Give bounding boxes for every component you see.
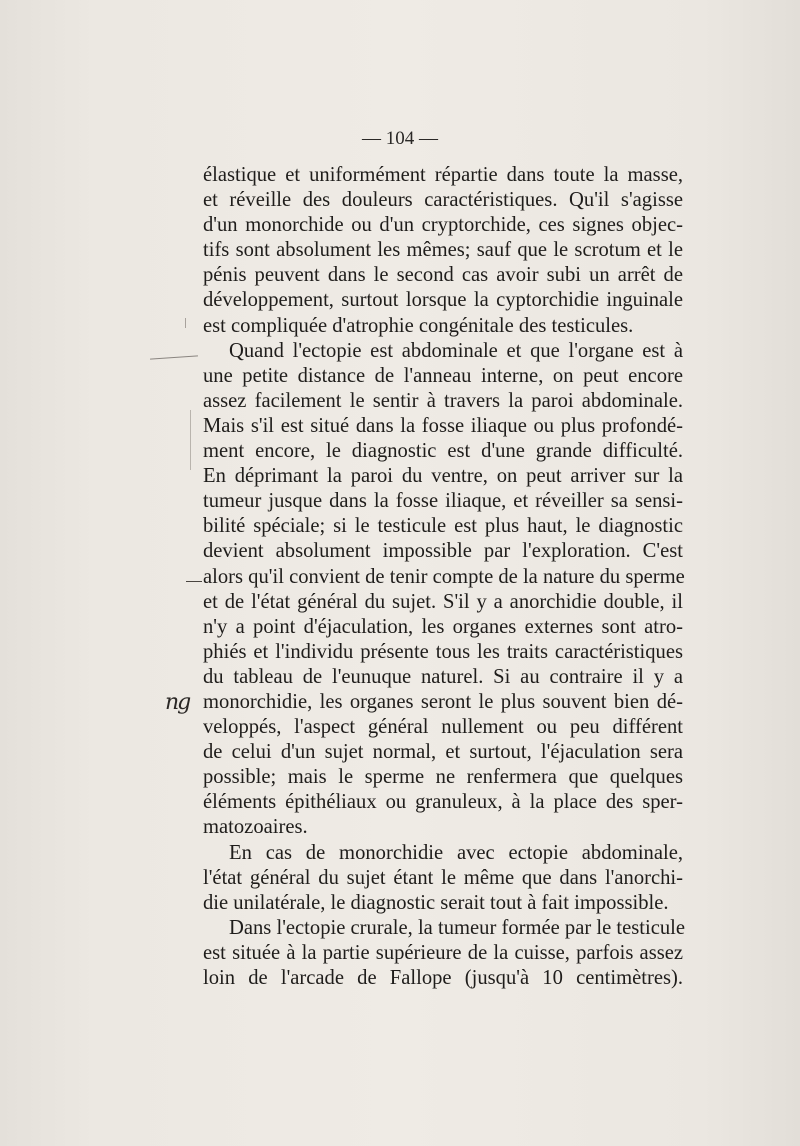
paragraph-1 [203, 163, 683, 339]
text-line: du tableau de l'eunuque naturel. Si au contraire il y a [203, 665, 683, 688]
text-line: tumeur jusque dans la fosse iliaque, et réveiller sa sensi- [203, 490, 683, 513]
text-line: possible; mais le sperme ne renfermera que quelques [203, 766, 683, 789]
text-line: Quand l'ectopie est abdominale et que l'organe est à [229, 339, 683, 362]
text-line: et réveille des douleurs caractéristiques. Qu'il s'agisse [203, 189, 683, 212]
text-line: phiés et l'individu présente tous les traits caractéristiques [203, 640, 683, 663]
text-line: pénis peuvent dans le second cas avoir subi un arrêt de [203, 264, 683, 287]
text-line: loin de l'arcade de Fallope (jusqu'à 10 centimètres). [203, 967, 683, 989]
text-line: n'y a point d'éjaculation, les organes externes sont atro- [203, 615, 683, 638]
text-line: l'état général du sujet étant le même que dans l'anorchi- [203, 866, 683, 889]
margin-tick-mark [185, 318, 186, 328]
text-line: élastique et uniformément répartie dans toute la masse, [203, 164, 683, 186]
text-line: d'un monorchide ou d'un cryptorchide, ces signes objec- [203, 214, 683, 237]
margin-bracket-mark [190, 410, 191, 470]
text-line: ment encore, le diagnostic est d'une grande difficulté. [203, 440, 683, 463]
text-line: alors qu'il convient de tenir compte de la nature du sperme [203, 565, 685, 588]
text-line: En déprimant la paroi du ventre, on peut arriver sur la [203, 465, 683, 488]
paragraph-3 [203, 841, 683, 916]
text-line: bilité spéciale; si le testicule est plus haut, le diagnostic [203, 515, 683, 538]
text-line: de celui d'un sujet normal, et surtout, l'éjaculation sera [203, 741, 683, 764]
text-line: une petite distance de l'anneau interne, on peut encore [203, 364, 683, 387]
text-line: est compliquée d'atrophie congénitale des testicules. [203, 314, 634, 337]
margin-dash-mark-2 [186, 581, 202, 582]
text-line: devient absolument impossible par l'exploration. C'est [203, 540, 683, 563]
handwritten-margin-scribble: ng [165, 690, 190, 715]
text-line: Dans l'ectopie crurale, la tumeur formée par le testicule [229, 916, 685, 939]
body-text [203, 163, 683, 991]
text-line: éléments épithéliaux ou granuleux, à la place des sper- [203, 791, 683, 814]
text-line: Mais s'il est situé dans la fosse iliaque ou plus profondé- [203, 414, 683, 437]
text-line: monorchidie, les organes seront le plus souvent bien dé- [203, 690, 683, 713]
text-line: En cas de monorchidie avec ectopie abdominale, [229, 841, 683, 864]
text-line: veloppés, l'aspect général nullement ou peu différent [203, 716, 683, 739]
text-line: et de l'état général du sujet. S'il y a anorchidie double, il [203, 590, 683, 613]
text-line: matozoaires. [203, 816, 308, 839]
text-line: assez facilement le sentir à travers la paroi abdominale. [203, 389, 683, 412]
paragraph-2 [203, 339, 683, 841]
text-line: die unilatérale, le diagnostic serait tout à fait impossible. [203, 891, 669, 914]
paragraph-4 [203, 916, 683, 991]
text-line: est située à la partie supérieure de la cuisse, parfois assez [203, 941, 683, 964]
text-line: tifs sont absolument les mêmes; sauf que le scrotum et le [203, 239, 683, 262]
text-line: développement, surtout lorsque la cyptorchidie inguinale [203, 289, 683, 312]
margin-dash-mark [150, 355, 198, 359]
page-number: — 104 — [362, 128, 438, 149]
